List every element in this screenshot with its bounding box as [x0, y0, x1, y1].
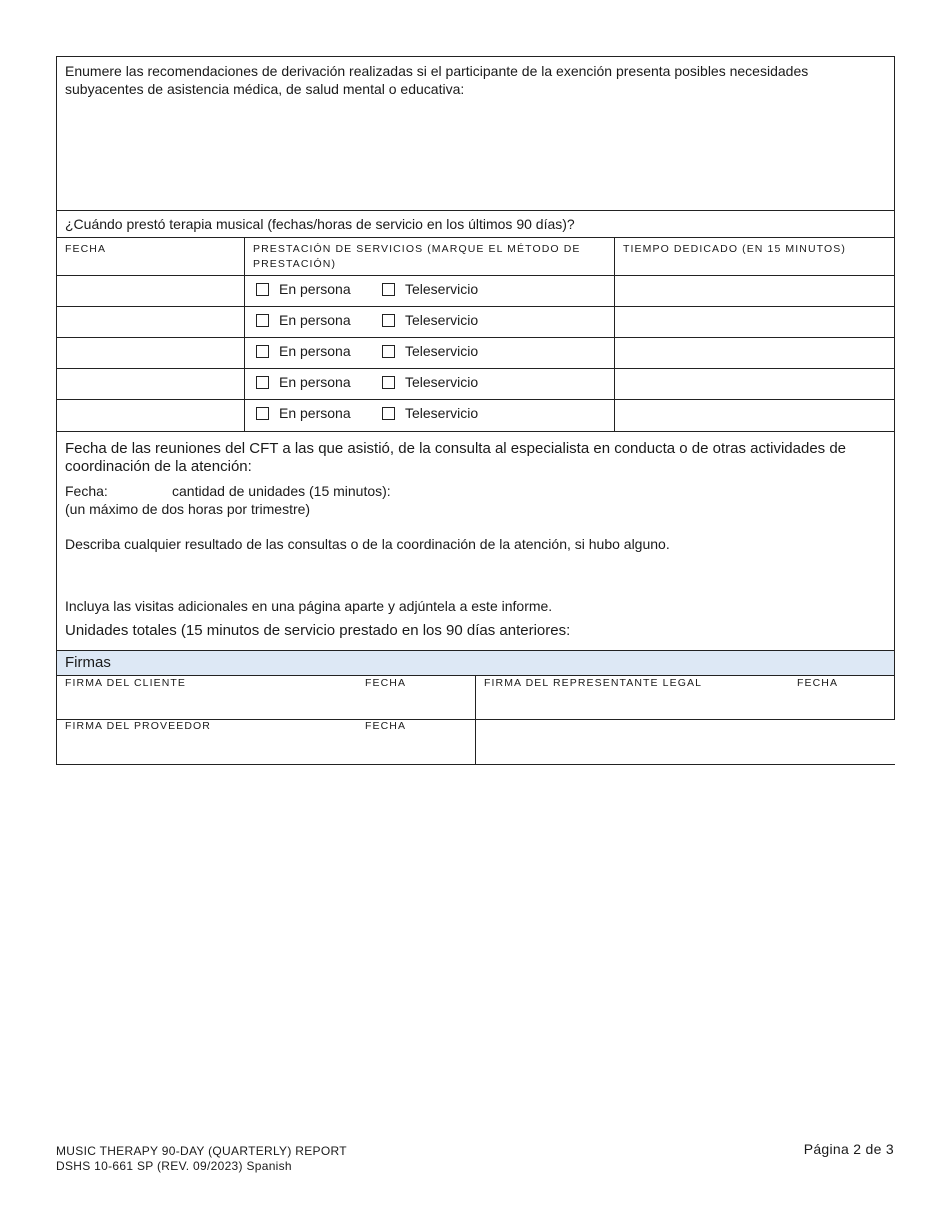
page-number: Página 2 de 3: [803, 1141, 894, 1157]
in-person-checkbox[interactable]: [256, 345, 269, 358]
teleservice-option[interactable]: Teleservicio: [382, 312, 478, 328]
delivery-cell: [244, 368, 615, 400]
teleservice-checkbox[interactable]: [382, 376, 395, 389]
teleservice-checkbox[interactable]: [382, 407, 395, 420]
in-person-checkbox[interactable]: [256, 314, 269, 327]
teleservice-option[interactable]: Teleservicio: [382, 405, 478, 421]
provider-signature-field[interactable]: [56, 719, 476, 765]
time-cell[interactable]: [614, 337, 895, 369]
total-units-label: Unidades totales (15 minutos de servicio prestado en los 90 días anteriores:: [65, 622, 571, 639]
time-cell[interactable]: [614, 306, 895, 338]
cft-heading: Fecha de las reuniones del CFT a las que asistió, de la consulta al especialista en conducta o de otras actividades de coordinación de la atención:: [65, 440, 847, 475]
date-cell[interactable]: [56, 306, 245, 338]
in-person-option[interactable]: En persona: [256, 281, 351, 297]
header-delivery: PRESTACIÓN DE SERVICIOS (MARQUE EL MÉTODO DE PRESTACIÓN): [244, 237, 615, 276]
cft-date-line: [65, 482, 886, 500]
in-person-option[interactable]: En persona: [256, 405, 351, 421]
teleservice-option[interactable]: Teleservicio: [382, 281, 478, 297]
delivery-cell: [244, 275, 615, 307]
form-title-footer: MUSIC THERAPY 90-DAY (QUARTERLY) REPORT: [56, 1144, 347, 1158]
teleservice-checkbox[interactable]: [382, 345, 395, 358]
legal-rep-signature-label: FIRMA DEL REPRESENTANTE LEGAL: [484, 677, 703, 689]
referral-prompt: Enumere las recomendaciones de derivación realizadas si el participante de la exención presenta posibles necesidades subyacentes de asistencia médica, de salud mental o educativa:: [65, 63, 809, 97]
delivery-cell: [244, 306, 615, 338]
teleservice-option[interactable]: Teleservicio: [382, 343, 478, 359]
cft-date-label: Fecha:: [65, 483, 108, 499]
legal-rep-signature-field[interactable]: [475, 675, 895, 720]
cft-section[interactable]: [56, 431, 895, 651]
time-cell[interactable]: [614, 275, 895, 307]
in-person-option[interactable]: En persona: [256, 343, 351, 359]
empty-signature-cell: [475, 719, 895, 765]
in-person-checkbox[interactable]: [256, 283, 269, 296]
client-signature-field[interactable]: [56, 675, 476, 720]
cft-describe: Describa cualquier resultado de las consultas o de la coordinación de la atención, si hubo alguno.: [65, 536, 670, 552]
form-id-footer: DSHS 10-661 SP (REV. 09/2023) Spanish: [56, 1159, 292, 1173]
cft-units-label: cantidad de unidades (15 minutos):: [172, 483, 391, 499]
teleservice-checkbox[interactable]: [382, 314, 395, 327]
provider-date-label: FECHA: [365, 720, 407, 732]
in-person-checkbox[interactable]: [256, 407, 269, 420]
in-person-option[interactable]: En persona: [256, 374, 351, 390]
client-date-label: FECHA: [365, 677, 407, 689]
time-cell[interactable]: [614, 368, 895, 400]
delivery-cell: [244, 399, 615, 432]
date-cell[interactable]: [56, 275, 245, 307]
provider-signature-label: FIRMA DEL PROVEEDOR: [65, 720, 211, 732]
date-cell[interactable]: [56, 337, 245, 369]
in-person-checkbox[interactable]: [256, 376, 269, 389]
client-signature-label: FIRMA DEL CLIENTE: [65, 677, 186, 689]
teleservice-option[interactable]: Teleservicio: [382, 374, 478, 390]
date-cell[interactable]: [56, 399, 245, 432]
teleservice-checkbox[interactable]: [382, 283, 395, 296]
delivery-cell: [244, 337, 615, 369]
cft-include-note: Incluya las visitas adicionales en una página aparte y adjúntela a este informe.: [65, 598, 553, 614]
referral-section[interactable]: [56, 56, 895, 211]
header-time: TIEMPO DEDICADO (EN 15 MINUTOS): [614, 237, 895, 276]
in-person-option[interactable]: En persona: [256, 312, 351, 328]
header-date: FECHA: [56, 237, 245, 276]
signatures-header: Firmas: [56, 650, 895, 676]
time-cell[interactable]: [614, 399, 895, 432]
legal-rep-date-label: FECHA: [797, 677, 839, 689]
sessions-question: ¿Cuándo prestó terapia musical (fechas/horas de servicio en los últimos 90 días)?: [65, 216, 575, 232]
sessions-question-row: [56, 210, 895, 238]
date-cell[interactable]: [56, 368, 245, 400]
cft-max-note: (un máximo de dos horas por trimestre): [65, 501, 311, 517]
